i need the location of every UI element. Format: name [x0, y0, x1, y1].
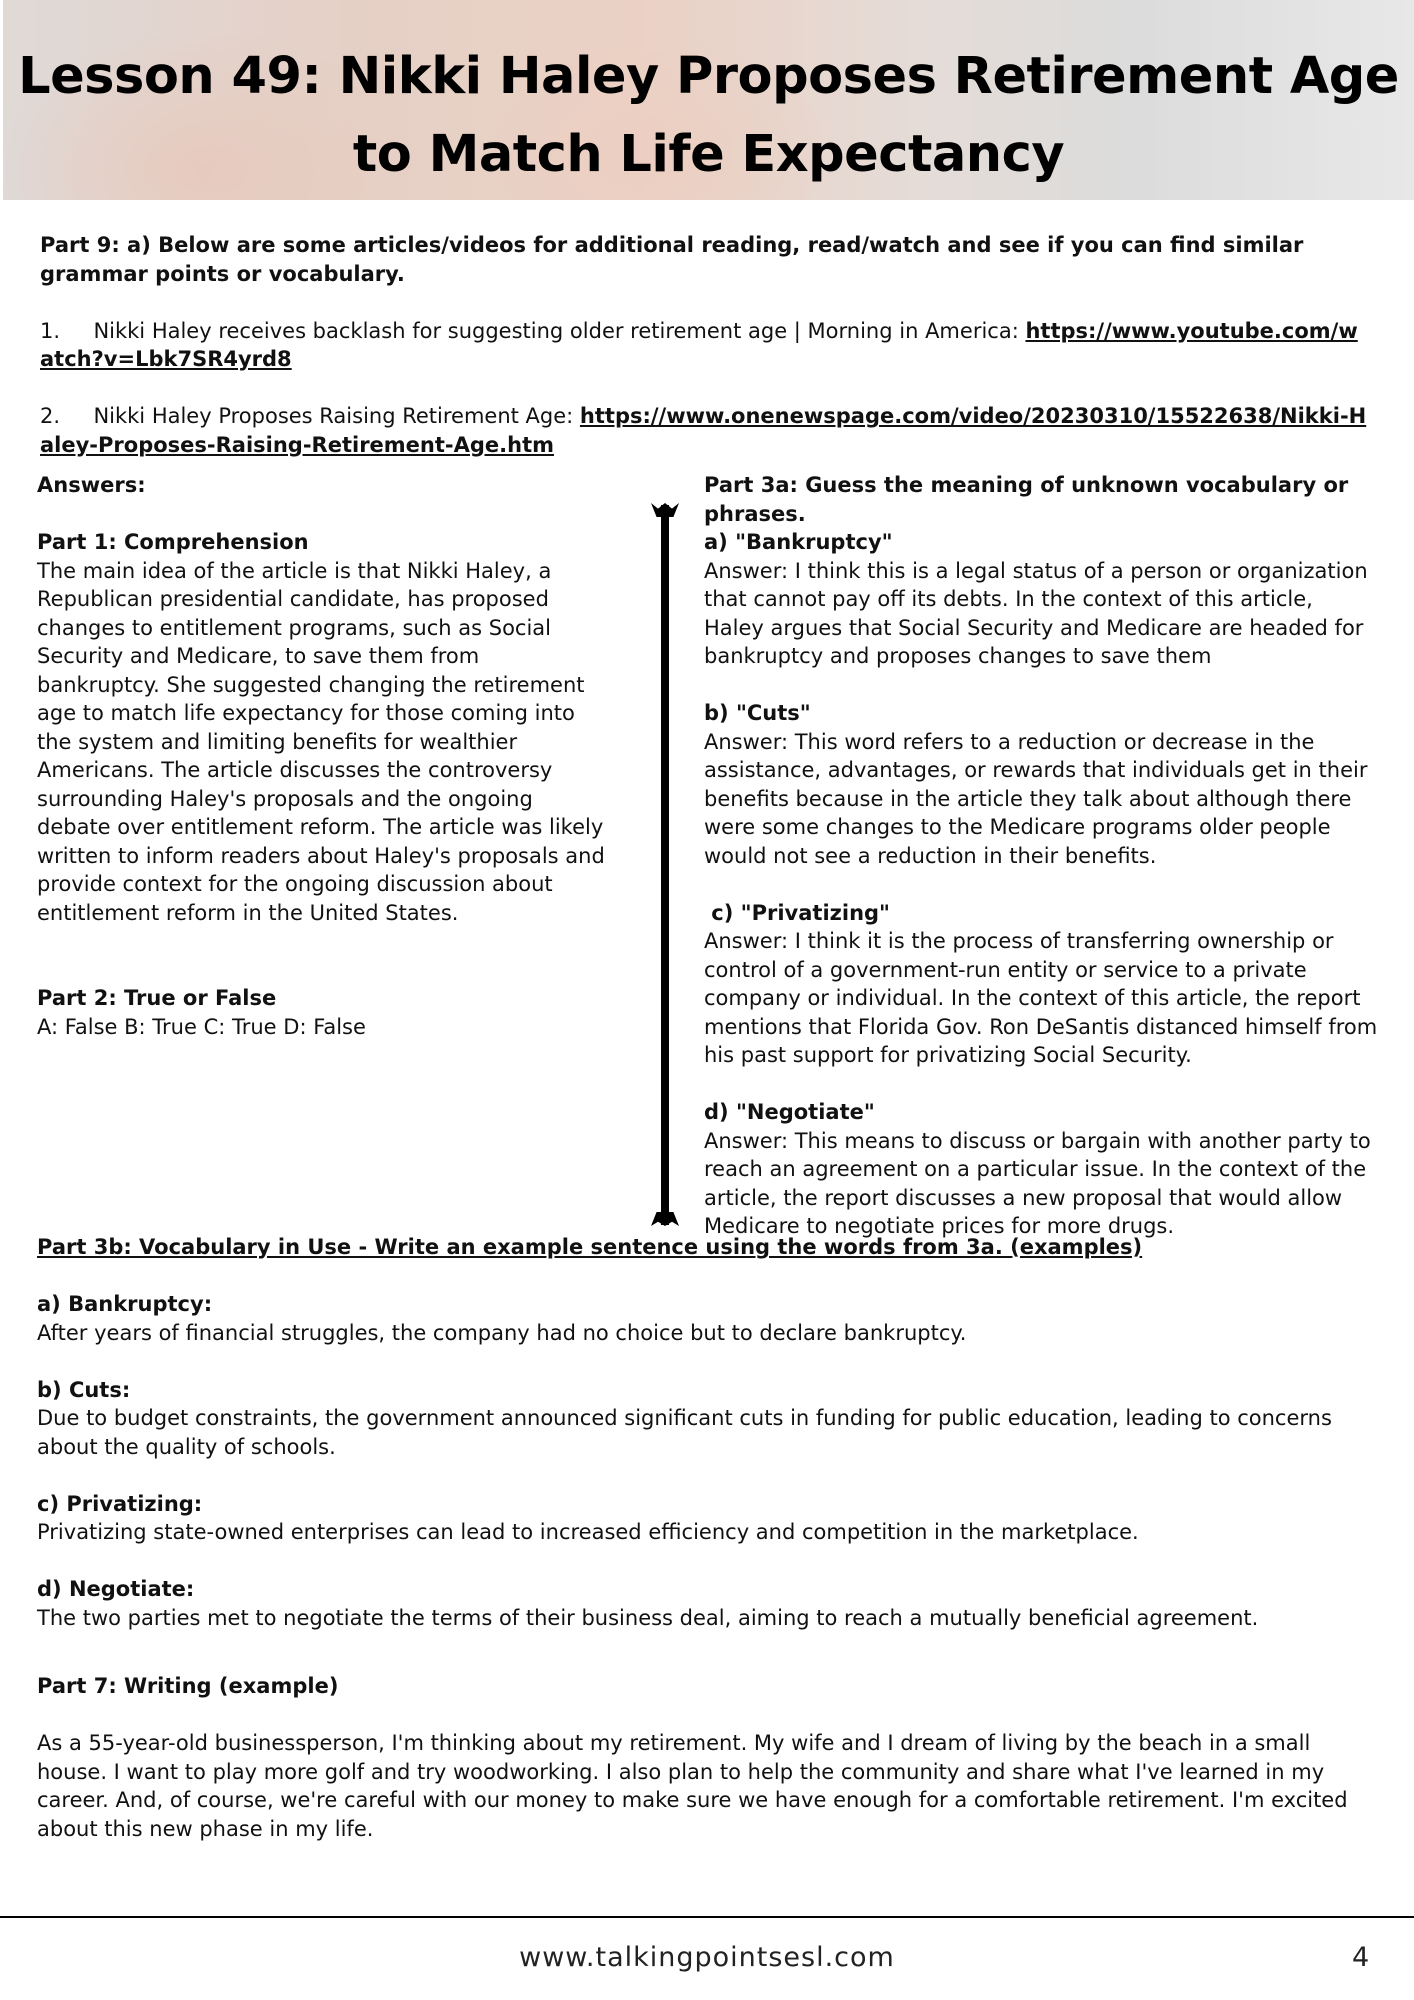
- resource-item-1: [40, 317, 1370, 374]
- page-number: 4: [1352, 1942, 1370, 1973]
- vocab-answer: Answer: I think this is a legal status of a person or organization that cannot pay off its debts. In the context of this article, Haley argues that Social Security and Medicare are headed for bankruptcy and proposes changes to save them: [704, 558, 1368, 668]
- example-label: d) Negotiate:: [37, 1577, 195, 1601]
- footer-divider: [0, 1916, 1414, 1918]
- resource-link[interactable]: https://www.onenewspage.com/video/20230310/15522638/Nikki-Haley-Proposes-Raising-Retirement-Age.htm: [40, 404, 1367, 457]
- example-sentence: After years of financial struggles, the company had no choice but to declare bankruptcy.: [37, 1320, 967, 1345]
- vocab-label: d) "Negotiate": [704, 1100, 875, 1124]
- part3b-heading: Part 3b: Vocabulary in Use - Write an example sentence using the words from 3a. (examples): [37, 1235, 1143, 1259]
- page-title: Lesson 49: Nikki Haley Proposes Retirement Age to Match Life Expectancy: [18, 47, 1399, 184]
- footer-website: www.talkingpointsesl.com: [519, 1942, 895, 1973]
- part1-text: The main idea of the article is that Nikki Haley, a Republican presidential candidate, has proposed changes to entitlement programs, such as Social Security and Medicare, to save them from bankruptcy. She suggested changing the retirement age to match life expectancy for those coming into the system and limiting benefits for wealthier Americans. The article discusses the controversy surrounding Haley's proposals and the ongoing debate over entitlement reform. The article was likely written to inform readers about Haley's proposals and provide context for the ongoing discussion about entitlement reform in the United States.: [37, 558, 605, 925]
- part2-heading: Part 2: True or False: [37, 986, 277, 1010]
- resource-item-2: [40, 402, 1370, 459]
- vocab-answer: Answer: I think it is the process of transferring ownership or control of a government-run entity or service to a private company or individual. In the context of this article, the report mentions that Florida Gov. Ron DeSantis distanced himself from his past support for privatizing Social Security.: [704, 929, 1378, 1067]
- item-number: 1.: [40, 318, 61, 343]
- example-label: c) Privatizing:: [37, 1491, 203, 1516]
- part3a-column: [704, 471, 1379, 1241]
- part1-heading: Part 1: Comprehension: [37, 530, 309, 554]
- part3b-section: [37, 1233, 1382, 1632]
- part3a-heading: Part 3a: Guess the meaning of unknown vocabulary or phrases.: [704, 473, 1349, 526]
- item-number: 2.: [40, 404, 61, 428]
- example-sentence: The two parties met to negotiate the terms of their business deal, aiming to reach a mutually beneficial agreement.: [37, 1605, 1259, 1630]
- vocab-label: a) "Bankruptcy": [704, 530, 893, 554]
- example-label: a) Bankruptcy:: [37, 1292, 213, 1316]
- example-label: b) Cuts:: [37, 1377, 131, 1402]
- vocab-answer: Answer: This word refers to a reduction or decrease in the assistance, advantages, or rewards that individuals get in their benefits because in the article they talk about although there were some changes to the Medicare programs older people would not see a reduction in their benefits.: [704, 729, 1368, 868]
- divider-bottom-cap: [651, 1212, 679, 1226]
- part9-heading: Part 9: a) Below are some articles/videos for additional reading, read/watch and see if you can find similar grammar points or vocabulary.: [40, 233, 1304, 286]
- part7-section: [37, 1672, 1382, 1843]
- resource-title: Nikki Haley Proposes Raising Retirement Age:: [93, 404, 580, 428]
- resource-link[interactable]: https://www.youtube.com/watch?v=Lbk7SR4yrd8: [40, 318, 1358, 371]
- example-sentence: Privatizing state-owned enterprises can lead to increased efficiency and competition in the marketplace.: [37, 1520, 1139, 1544]
- resource-title: Nikki Haley receives backlash for suggesting older retirement age | Morning in America:: [93, 318, 1026, 343]
- example-sentence: Due to budget constraints, the government announced significant cuts in funding for public education, leading to concerns about the quality of schools.: [37, 1406, 1332, 1459]
- part9-section: [40, 231, 1370, 459]
- answers-heading: Answers:: [37, 473, 146, 497]
- part7-heading: Part 7: Writing (example): [37, 1674, 339, 1698]
- vocab-label: b) "Cuts": [704, 701, 811, 725]
- part2-text: A: False B: True C: True D: False: [37, 1014, 366, 1039]
- answers-column: [37, 471, 607, 1041]
- part7-text: As a 55-year-old businessperson, I'm thinking about my retirement. My wife and I dream of living by the beach in a small house. I want to play more golf and try woodworking. I also plan to help the community and share what I've learned in my career. And, of course, we're careful with our money to make sure we have enough for a comfortable retirement. I'm excited about this new phase in my life.: [37, 1731, 1348, 1841]
- vocab-label: c) "Privatizing": [704, 900, 890, 925]
- vocab-answer: Answer: This means to discuss or bargain with another party to reach an agreement on a particular issue. In the context of the article, the report discusses a new proposal that would allow Medicare to negotiate prices for more drugs.: [704, 1128, 1371, 1238]
- column-divider: [661, 505, 669, 1225]
- header-banner-image: [3, 0, 1414, 200]
